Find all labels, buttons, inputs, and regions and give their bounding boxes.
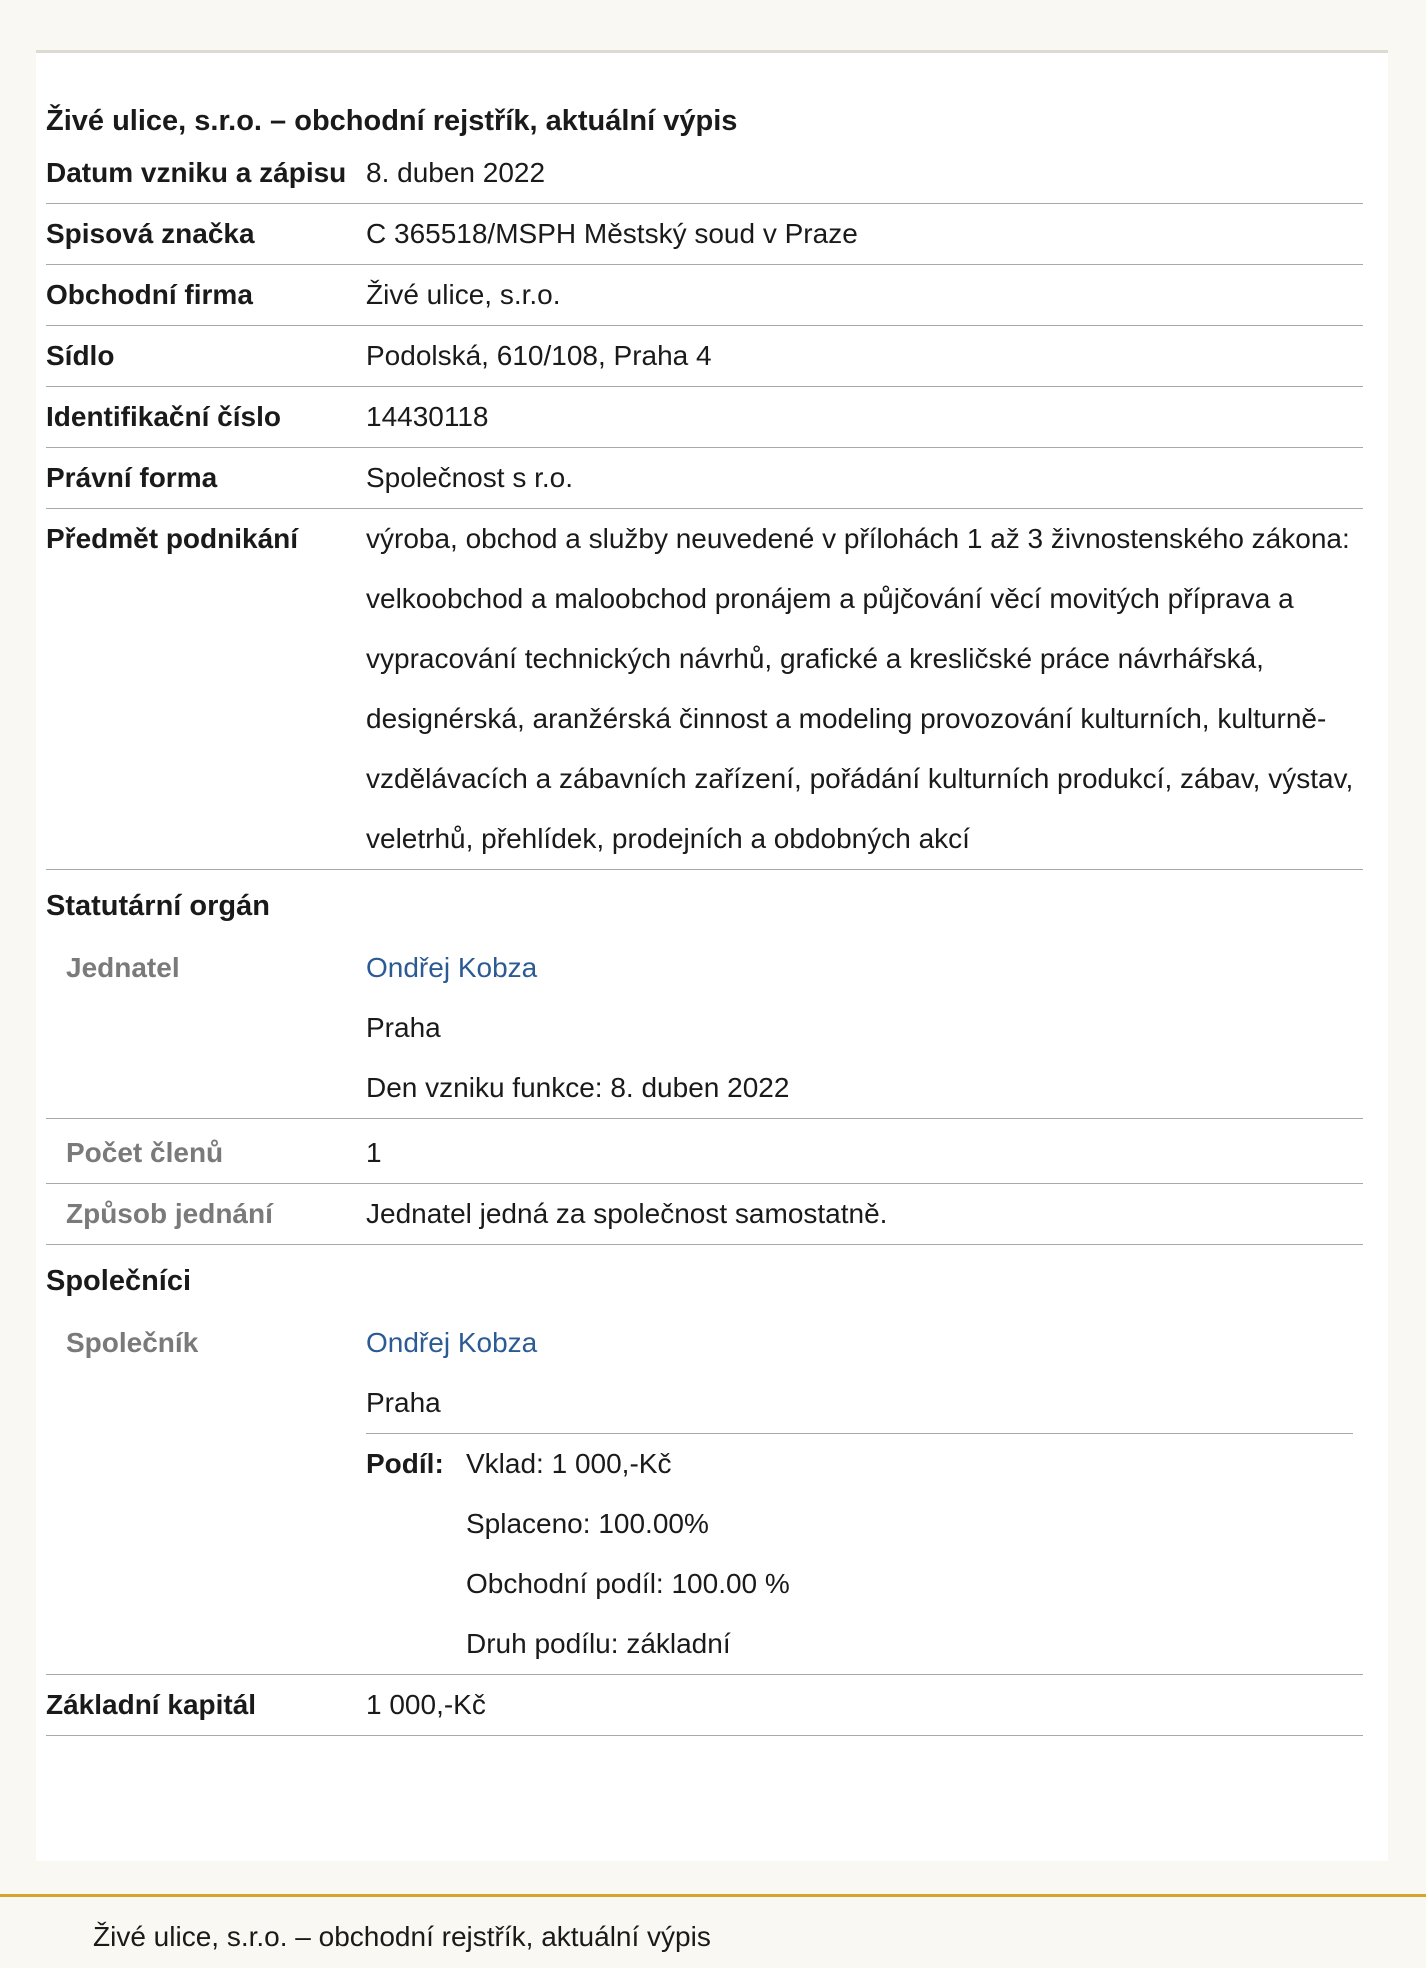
row-label: Spisová značka [46, 218, 255, 249]
row-obchodni-firma [46, 265, 1363, 326]
row-zakladni-kapital [46, 1675, 1363, 1736]
row-label: Obchodní firma [46, 279, 253, 310]
register-card [36, 50, 1388, 1861]
section-heading-spolecnici: Společníci [46, 1265, 192, 1297]
row-label: Způsob jednání [66, 1198, 273, 1229]
row-value [366, 1313, 1363, 1674]
row-spisova-znacka [46, 204, 1363, 265]
row-sidlo [46, 326, 1363, 387]
row-datum-vzniku [46, 143, 1363, 204]
row-label: Počet členů [66, 1137, 224, 1168]
row-label: Jednatel [66, 952, 180, 983]
share-block [366, 1434, 1353, 1674]
row-value: Živé ulice, s.r.o. [366, 279, 561, 310]
person-city-block [366, 1373, 1353, 1434]
row-value: C 365518/MSPH Městský soud v Praze [366, 218, 858, 249]
row-value: výroba, obchod a služby neuvedené v přílohách 1 až 3 živnostenského zákona: velkoobchod a maloobchod pronájem a půjčování věcí movitých příprava a vypracování technických návrhů, grafické a kresličské práce návrhářská, designérská, aranžérská činnost a modeling provozování kulturních, kulturně-vzdělávacích a zábavních zařízení, pořádání kulturních produkcí, zábav, výstav, veletrhů, přehlídek, prodejních a obdobných akcí [366, 523, 1354, 854]
row-value: Společnost s r.o. [366, 462, 574, 493]
row-value: 8. duben 2022 [366, 157, 546, 188]
row-label: Společník [66, 1327, 199, 1358]
row-value: Podolská, 610/108, Praha 4 [366, 340, 712, 371]
register-content [46, 101, 1363, 1736]
share-deposit: Vklad: 1 000,-Kč [466, 1448, 672, 1479]
page-title: Živé ulice, s.r.o. – obchodní rejstřík, aktuální výpis [46, 105, 738, 137]
row-label: Předmět podnikání [46, 523, 299, 554]
person-link[interactable]: Ondřej Kobza [366, 1327, 538, 1358]
share-type: Druh podílu: základní [466, 1628, 731, 1659]
row-value: Jednatel jedná za společnost samostatně. [366, 1198, 888, 1229]
row-pocet-clenu [46, 1119, 1363, 1184]
row-zpusob-jednani [46, 1184, 1363, 1245]
row-value: 1 000,-Kč [366, 1689, 486, 1720]
section-heading-statutarni-organ: Statutární orgán [46, 890, 270, 922]
row-label: Právní forma [46, 462, 218, 493]
row-label: Datum vzniku a zápisu [46, 157, 347, 188]
footer-title: Živé ulice, s.r.o. – obchodní rejstřík, aktuální výpis [93, 1921, 711, 1952]
share-label: Podíl: [366, 1448, 444, 1479]
person-city: Praha [366, 1387, 441, 1418]
row-label: Identifikační číslo [46, 401, 281, 432]
row-value: 14430118 [366, 401, 489, 432]
row-pravni-forma [46, 448, 1363, 509]
row-jednatel [46, 938, 1363, 1119]
function-start-date: Den vzniku funkce: 8. duben 2022 [366, 1072, 790, 1103]
share-details [466, 1434, 790, 1674]
row-value [366, 938, 1363, 1118]
share-paid: Splaceno: 100.00% [466, 1508, 709, 1539]
page-footer [0, 1894, 1426, 1952]
share-business-share: Obchodní podíl: 100.00 % [466, 1568, 790, 1599]
row-identifikacni-cislo [46, 387, 1363, 448]
person-city: Praha [366, 1012, 441, 1043]
row-predmet-podnikani [46, 509, 1363, 870]
person-link[interactable]: Ondřej Kobza [366, 952, 538, 983]
row-value: 1 [366, 1137, 382, 1168]
row-spolecnik [46, 1313, 1363, 1675]
row-label: Základní kapitál [46, 1689, 257, 1720]
row-label: Sídlo [46, 340, 115, 371]
